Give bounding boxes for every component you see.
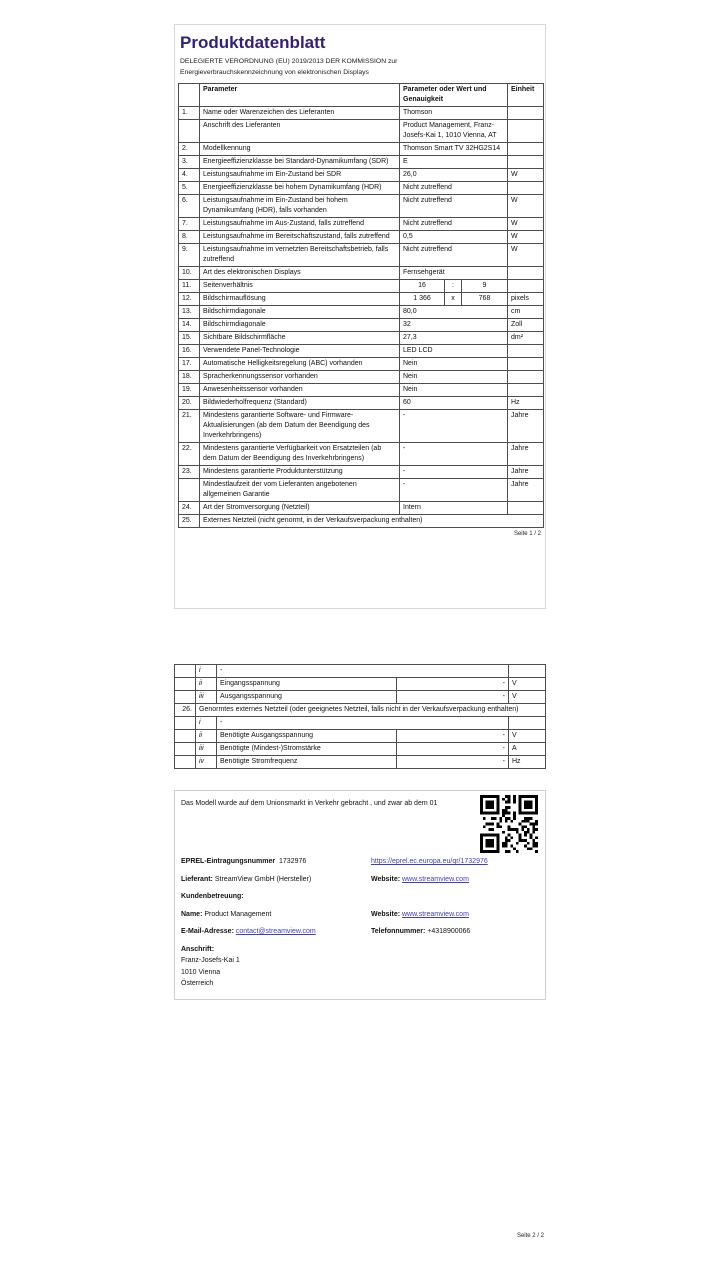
- tel-label: Telefonnummer:: [371, 928, 426, 935]
- value-cell: LED LCD: [400, 345, 508, 358]
- unit-cell: Jahre: [508, 466, 544, 479]
- table-row: [175, 678, 546, 691]
- table-row: [179, 231, 544, 244]
- row-number-cell: 9.: [179, 244, 200, 267]
- table-row: [175, 743, 546, 756]
- table-row: [179, 244, 544, 267]
- address-line-1: Franz-Josefs-Kai 1: [181, 957, 240, 964]
- unit-cell: [508, 371, 544, 384]
- table-row: [175, 717, 546, 730]
- email-link[interactable]: contact@streamview.com: [235, 928, 316, 935]
- value-cell: Nein: [400, 358, 508, 371]
- value-cell: -: [397, 756, 509, 769]
- value-cell: Fernsehgerät: [400, 267, 508, 280]
- parameter-cell: Bildwiederholfrequenz (Standard): [200, 397, 400, 410]
- parameter-cell: Mindestens garantierte Produktunterstützung: [200, 466, 400, 479]
- email: [181, 926, 371, 937]
- table-row: [179, 280, 544, 293]
- unit-cell: [508, 143, 544, 156]
- eprel-row: [181, 856, 539, 867]
- header-parameter: Parameter: [200, 84, 400, 107]
- value-cell: [400, 293, 508, 306]
- unit-cell: Hz: [509, 756, 546, 769]
- row-number-cell: 13.: [179, 306, 200, 319]
- email-label: E-Mail-Adresse:: [181, 928, 234, 935]
- row-number-cell: 1.: [179, 107, 200, 120]
- value-cell: 32: [400, 319, 508, 332]
- value-cell: Nein: [400, 371, 508, 384]
- website-link-2[interactable]: www.streamview.com: [402, 910, 469, 918]
- value-cell: -: [400, 443, 508, 466]
- value-cell: -: [400, 466, 508, 479]
- table-row: [179, 345, 544, 358]
- table-row: [179, 466, 544, 479]
- unit-cell: cm: [508, 306, 544, 319]
- header-value: Parameter oder Wert und Genauigkeit: [400, 84, 508, 107]
- parameter-cell: Leistungsaufnahme im vernetzten Bereitschaftsbetrieb, falls zutreffend: [200, 244, 400, 267]
- website-wrap: [371, 874, 539, 885]
- value-cell: -: [397, 678, 509, 691]
- value-cell: E: [400, 156, 508, 169]
- table-row: [179, 410, 544, 443]
- page-1-sheet: [174, 24, 546, 609]
- value-cell: -: [397, 730, 509, 743]
- row-number-cell: [175, 678, 196, 691]
- parameter-cell: Benötigte Stromfrequenz: [217, 756, 397, 769]
- email-row: [181, 926, 539, 937]
- ratio-separator: x: [444, 293, 462, 305]
- lieferant: [181, 874, 371, 885]
- parameter-cell: Verwendete Panel-Technologie: [200, 345, 400, 358]
- unit-cell: dm²: [508, 332, 544, 345]
- unit-cell: W: [508, 231, 544, 244]
- sub-number-cell: iii: [196, 743, 217, 756]
- row-number-cell: 11.: [179, 280, 200, 293]
- row-number-cell: 20.: [179, 397, 200, 410]
- row-number-cell: [175, 730, 196, 743]
- unit-cell: [508, 107, 544, 120]
- row-number-cell: 24.: [179, 502, 200, 515]
- value-cell: 60: [400, 397, 508, 410]
- page-1-footer: Seite 1 / 2: [513, 531, 541, 538]
- lieferant-row: [181, 874, 539, 885]
- website2-wrap: [371, 909, 539, 920]
- value-cell: Nicht zutreffend: [400, 218, 508, 231]
- document-subtitle: [178, 57, 542, 78]
- row-number-cell: 2.: [179, 143, 200, 156]
- lieferant-label: Lieferant:: [181, 875, 213, 883]
- table-row: [175, 691, 546, 704]
- row-number-cell: 25.: [179, 515, 200, 528]
- unit-cell: W: [508, 244, 544, 267]
- parameter-cell: Bildschirmdiagonale: [200, 319, 400, 332]
- tel-value: +4318900066: [427, 928, 471, 935]
- ratio-value-right: 768: [478, 295, 491, 303]
- value-cell: Thomson Smart TV 32HG2S14: [400, 143, 508, 156]
- unit-cell: [508, 502, 544, 515]
- sub-number-cell: ii: [196, 730, 217, 743]
- parameter-cell: Leistungsaufnahme im Ein-Zustand bei hohem Dynamikumfang (HDR), falls vorhanden: [200, 195, 400, 218]
- sub-number-cell: iii: [196, 691, 217, 704]
- table-row: [179, 169, 544, 182]
- row-number-cell: [175, 756, 196, 769]
- value-cell: -: [400, 410, 508, 443]
- value-cell: -: [397, 743, 509, 756]
- unit-cell: Zoll: [508, 319, 544, 332]
- value-cell: Thomson: [400, 107, 508, 120]
- unit-cell: A: [509, 743, 546, 756]
- unit-cell: [508, 345, 544, 358]
- row-number-cell: [175, 717, 196, 730]
- unit-cell: Jahre: [508, 479, 544, 502]
- unit-cell: W: [508, 195, 544, 218]
- name-row: [181, 909, 539, 920]
- value-cell: Product Management, Franz-Josefs-Kai 1, 1010 Vienna, AT: [400, 120, 508, 143]
- eprel-label: EPREL-Eintragungsnummer: [181, 858, 276, 865]
- sub-number-cell: ii: [196, 678, 217, 691]
- page-2-table-container: [174, 664, 546, 769]
- parameter-cell: Eingangsspannung: [217, 678, 397, 691]
- row-number-cell: [175, 691, 196, 704]
- value-cell: 0,5: [400, 231, 508, 244]
- parameter-cell: Sichtbare Bildschirmfläche: [200, 332, 400, 345]
- ratio-value-left: 1 366: [413, 295, 431, 303]
- eprel-link-wrap: [371, 856, 539, 867]
- anschrift-label: Anschrift:: [181, 945, 215, 953]
- name-label: Name:: [181, 910, 203, 918]
- row-number-cell: 18.: [179, 371, 200, 384]
- value-cell: 80,0: [400, 306, 508, 319]
- unit-cell: V: [509, 691, 546, 704]
- table-row: [179, 156, 544, 169]
- website-label: Website:: [371, 875, 401, 883]
- unit-cell: Jahre: [508, 410, 544, 443]
- parameter-cell: Anwesenheitssensor vorhanden: [200, 384, 400, 397]
- unit-cell: W: [508, 218, 544, 231]
- unit-cell: V: [509, 730, 546, 743]
- table-row: [179, 371, 544, 384]
- value-cell: -: [397, 691, 509, 704]
- supplier-details: [181, 856, 539, 990]
- contact-name: [181, 909, 371, 920]
- header-unit: Einheit: [508, 84, 544, 107]
- row-number-cell: [179, 479, 200, 502]
- table-row: [179, 143, 544, 156]
- parameter-cell: Benötigte (Mindest-)Stromstärke: [217, 743, 397, 756]
- sub-number-cell: iv: [196, 756, 217, 769]
- row-number-cell: 23.: [179, 466, 200, 479]
- kundenbetreuung-row: [181, 891, 539, 902]
- header-empty-cell: [179, 84, 200, 107]
- value-cell: Nicht zutreffend: [400, 244, 508, 267]
- unit-cell: [509, 665, 546, 678]
- table-row: [179, 479, 544, 502]
- value-cell: Nicht zutreffend: [400, 195, 508, 218]
- name-value: Product Management: [204, 910, 272, 918]
- unit-cell: [508, 156, 544, 169]
- netzteil-spec-table: [174, 664, 546, 769]
- row-number-cell: 5.: [179, 182, 200, 195]
- parameter-cell: Mindestens garantierte Verfügbarkeit von Ersatzteilen (ab dem Datum der Beendigung des Inverkehrbringens): [200, 443, 400, 466]
- row-number-cell: 8.: [179, 231, 200, 244]
- product-spec-table: [178, 83, 544, 528]
- parameter-cell: Bildschirmdiagonale: [200, 306, 400, 319]
- address-line-2: 1010 Vienna: [181, 968, 221, 976]
- unit-cell: [508, 267, 544, 280]
- table-row: [179, 195, 544, 218]
- supplier-info-box: [174, 790, 546, 1000]
- table-row: [179, 319, 544, 332]
- value-cell: Nein: [400, 384, 508, 397]
- table-row: [179, 502, 544, 515]
- row-number-cell: 14.: [179, 319, 200, 332]
- table-row: [179, 218, 544, 231]
- unit-cell: [508, 280, 544, 293]
- row-number-cell: [175, 665, 196, 678]
- unit-cell: [508, 384, 544, 397]
- table-row: [179, 293, 544, 306]
- anschrift-block: [181, 944, 539, 990]
- parameter-cell: -: [217, 717, 509, 730]
- page-title: Produktdatenblatt: [180, 33, 326, 52]
- parameter-cell: Art des elektronischen Displays: [200, 267, 400, 280]
- row-number-cell: 17.: [179, 358, 200, 371]
- unit-cell: [509, 717, 546, 730]
- parameter-cell: Art der Stromversorgung (Netzteil): [200, 502, 400, 515]
- table-row: [179, 107, 544, 120]
- subtitle-line-2: Energieverbrauchskennzeichnung von elektronischen Displays: [180, 68, 369, 76]
- parameter-cell: Benötigte Ausgangsspannung: [217, 730, 397, 743]
- row-number-cell: 4.: [179, 169, 200, 182]
- website-link[interactable]: www.streamview.com: [402, 875, 469, 883]
- table-row: [175, 730, 546, 743]
- parameter-cell: -: [217, 665, 509, 678]
- parameter-cell: Leistungsaufnahme im Ein-Zustand bei SDR: [200, 169, 400, 182]
- table-row: [175, 665, 546, 678]
- parameter-cell: Ausgangsspannung: [217, 691, 397, 704]
- unit-cell: V: [509, 678, 546, 691]
- parameter-cell: Bildschirmauflösung: [200, 293, 400, 306]
- table-header-row: [179, 84, 544, 107]
- table-row: [179, 443, 544, 466]
- unit-cell: W: [508, 169, 544, 182]
- row-number-cell: 3.: [179, 156, 200, 169]
- row-number-cell: 6.: [179, 195, 200, 218]
- eprel-number: [181, 856, 371, 867]
- row-number-cell: [175, 743, 196, 756]
- parameter-cell: Automatische Helligkeitsregelung (ABC) vorhanden: [200, 358, 400, 371]
- value-cell: -: [400, 479, 508, 502]
- table-row: [175, 756, 546, 769]
- telephone: [371, 926, 539, 937]
- ratio-value-right: 9: [482, 282, 487, 290]
- row-number-cell: 7.: [179, 218, 200, 231]
- table-row: [179, 267, 544, 280]
- table-row: [175, 704, 546, 717]
- ratio-value-left: 16: [418, 282, 426, 290]
- unit-cell: pixels: [508, 293, 544, 306]
- parameter-cell: Mindestlaufzeit der vom Lieferanten angebotenen allgemeinen Garantie: [200, 479, 400, 502]
- subtitle-line-1: DELEGIERTE VERORDNUNG (EU) 2019/2013 DER KOMMISSION zur: [180, 58, 398, 65]
- kundenbetreuung-label: Kundenbetreuung:: [181, 893, 244, 900]
- address-line-3: Österreich: [181, 980, 214, 987]
- lieferant-value: StreamView GmbH (Hersteller): [214, 875, 312, 883]
- parameter-cell: Anschrift des Lieferanten: [200, 120, 400, 143]
- row-number-cell: 26.: [175, 704, 196, 717]
- row-number-cell: 16.: [179, 345, 200, 358]
- sub-number-cell: i: [196, 665, 217, 678]
- eprel-link[interactable]: https://eprel.ec.europa.eu/qr/1732976: [371, 858, 488, 865]
- table-row: [179, 332, 544, 345]
- eprel-value: 1732976: [279, 858, 307, 865]
- unit-cell: Hz: [508, 397, 544, 410]
- row-number-cell: 15.: [179, 332, 200, 345]
- value-cell: Nicht zutreffend: [400, 182, 508, 195]
- model-market-line: Das Modell wurde auf dem Unionsmarkt in Verkehr gebracht , und zwar ab dem 01: [181, 800, 438, 807]
- value-cell: Intern: [400, 502, 508, 515]
- table-row: [179, 358, 544, 371]
- website2-label: Website:: [371, 910, 401, 918]
- unit-cell: [508, 358, 544, 371]
- value-cell: 27,3: [400, 332, 508, 345]
- table-row: [179, 384, 544, 397]
- ratio-separator: :: [444, 280, 462, 292]
- row-number-cell: 22.: [179, 443, 200, 466]
- table-row: [179, 120, 544, 143]
- parameter-cell: Seitenverhältnis: [200, 280, 400, 293]
- row-number-cell: 21.: [179, 410, 200, 443]
- parameter-cell: Modellkennung: [200, 143, 400, 156]
- unit-cell: Jahre: [508, 443, 544, 466]
- parameter-cell: Genormtes externes Netzteil (oder geeignetes Netzteil, falls nicht in der Verkaufsverpackung enthalten): [196, 704, 546, 717]
- row-number-cell: 19.: [179, 384, 200, 397]
- page-2-footer: Seite 2 / 2: [516, 1233, 544, 1239]
- parameter-cell: Energieeffizienzklasse bei hohem Dynamikumfang (HDR): [200, 182, 400, 195]
- sub-number-cell: i: [196, 717, 217, 730]
- parameter-cell: Mindestens garantierte Software- und Firmware-Aktualisierungen (ab dem Datum der Beendigung des Inverkehrbringens): [200, 410, 400, 443]
- value-cell: 26,0: [400, 169, 508, 182]
- table-row: [179, 182, 544, 195]
- row-number-cell: 10.: [179, 267, 200, 280]
- row-number-cell: [179, 120, 200, 143]
- table-row: [179, 397, 544, 410]
- qr-code: [478, 794, 540, 854]
- unit-cell: [508, 182, 544, 195]
- parameter-cell: Spracherkennungssensor vorhanden: [200, 371, 400, 384]
- parameter-cell: Name oder Warenzeichen des Lieferanten: [200, 107, 400, 120]
- parameter-cell: Leistungsaufnahme im Aus-Zustand, falls zutreffend: [200, 218, 400, 231]
- parameter-cell: Externes Netzteil (nicht genormt, in der Verkaufsverpackung enthalten): [200, 515, 544, 528]
- value-cell: [400, 280, 508, 293]
- parameter-cell: Energieeffizienzklasse bei Standard-Dynamikumfang (SDR): [200, 156, 400, 169]
- table-row: [179, 306, 544, 319]
- row-number-cell: 12.: [179, 293, 200, 306]
- table-row: [179, 515, 544, 528]
- unit-cell: [508, 120, 544, 143]
- parameter-cell: Leistungsaufnahme im Bereitschaftszustand, falls zutreffend: [200, 231, 400, 244]
